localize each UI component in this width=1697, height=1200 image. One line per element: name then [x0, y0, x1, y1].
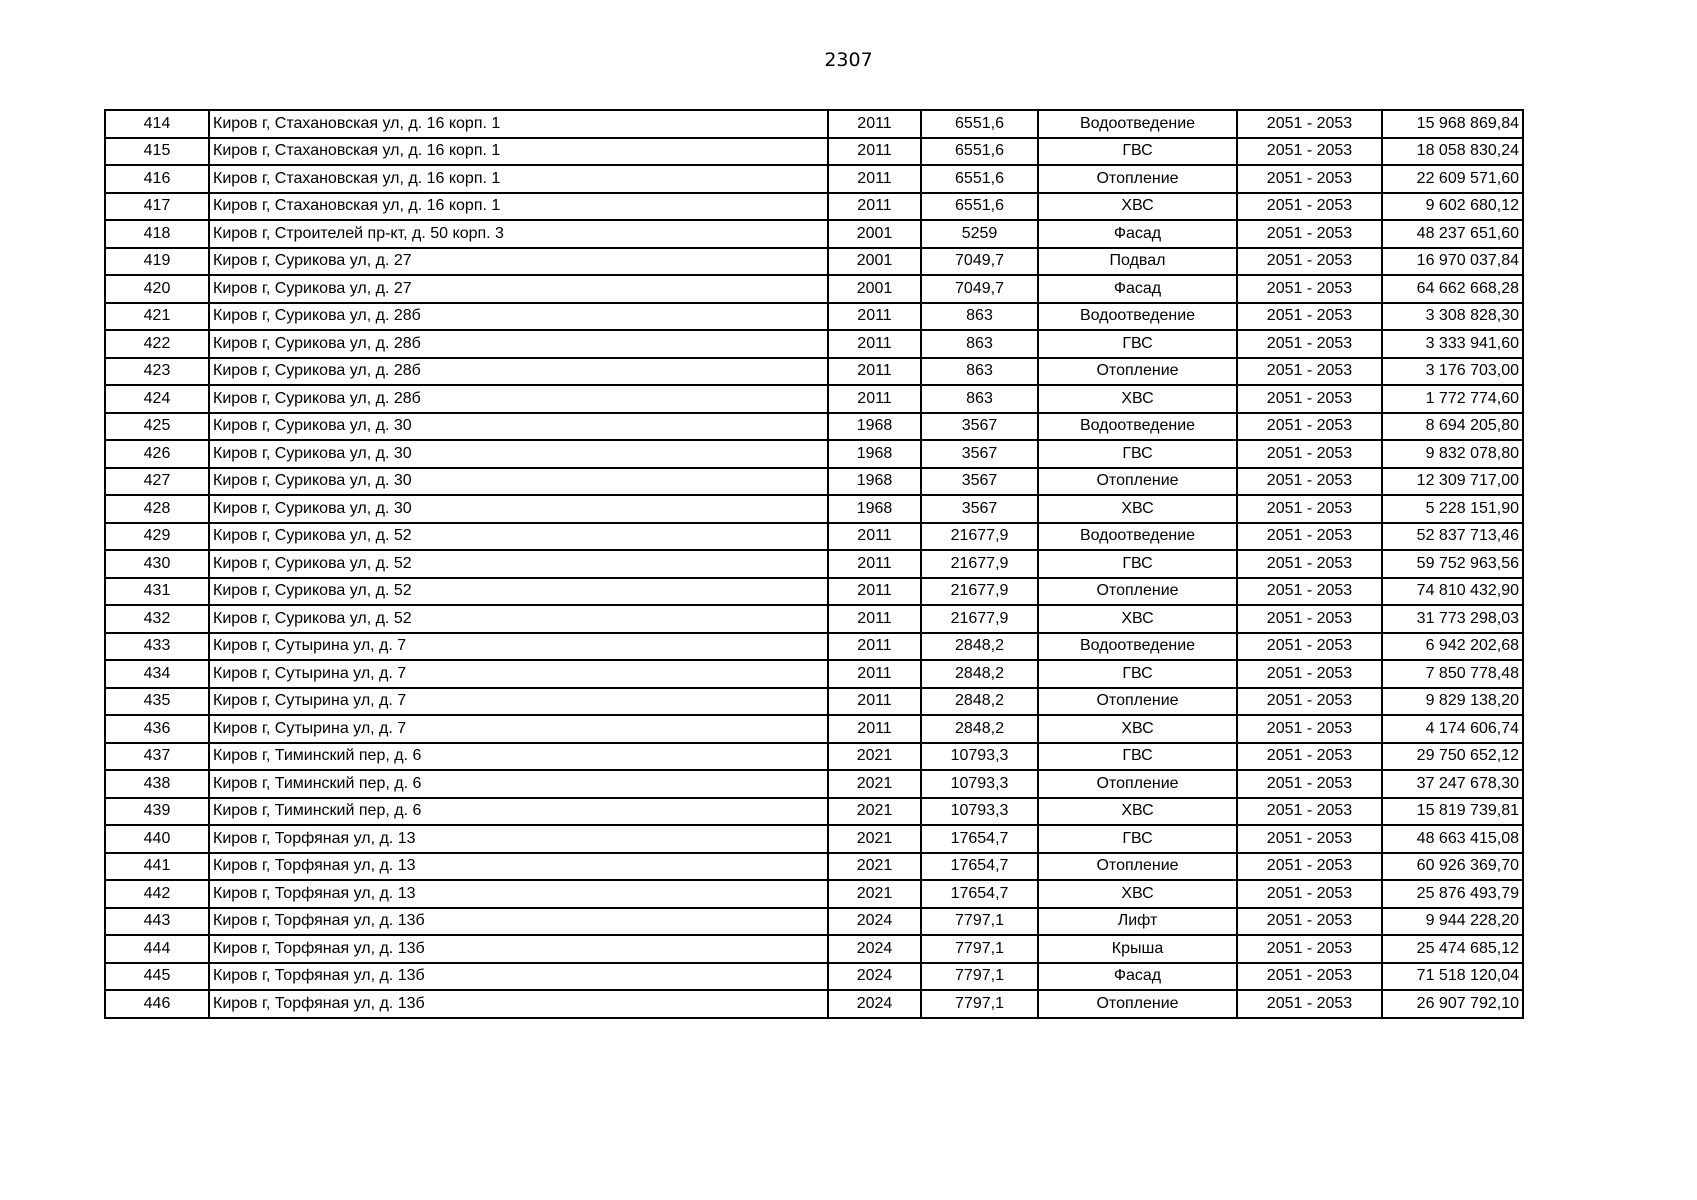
- table-row: [105, 413, 1523, 441]
- work-type-cell: Отопление: [1038, 853, 1237, 881]
- year-cell: 2024: [828, 935, 921, 963]
- table-row: [105, 633, 1523, 661]
- year-cell: 2011: [828, 633, 921, 661]
- cost-cell: 59 752 963,56: [1382, 550, 1523, 578]
- row-number-cell: 445: [105, 963, 209, 991]
- cost-cell: 12 309 717,00: [1382, 468, 1523, 496]
- period-cell: 2051 - 2053: [1237, 908, 1382, 936]
- year-cell: 2011: [828, 303, 921, 331]
- row-number-cell: 426: [105, 440, 209, 468]
- area-cell: 6551,6: [921, 138, 1038, 166]
- area-cell: 17654,7: [921, 825, 1038, 853]
- area-cell: 3567: [921, 413, 1038, 441]
- address-cell: Киров г, Сурикова ул, д. 27: [209, 275, 828, 303]
- area-cell: 7049,7: [921, 275, 1038, 303]
- area-cell: 2848,2: [921, 633, 1038, 661]
- work-type-cell: ХВС: [1038, 385, 1237, 413]
- row-number-cell: 438: [105, 770, 209, 798]
- year-cell: 2024: [828, 990, 921, 1018]
- period-cell: 2051 - 2053: [1237, 165, 1382, 193]
- row-number-cell: 430: [105, 550, 209, 578]
- work-type-cell: Отопление: [1038, 165, 1237, 193]
- row-number-cell: 428: [105, 495, 209, 523]
- work-type-cell: ГВС: [1038, 550, 1237, 578]
- work-type-cell: ГВС: [1038, 138, 1237, 166]
- year-cell: 2011: [828, 110, 921, 138]
- area-cell: 863: [921, 358, 1038, 386]
- work-type-cell: Отопление: [1038, 358, 1237, 386]
- row-number-cell: 425: [105, 413, 209, 441]
- row-number-cell: 433: [105, 633, 209, 661]
- cost-cell: 3 333 941,60: [1382, 330, 1523, 358]
- address-cell: Киров г, Торфяная ул, д. 13: [209, 880, 828, 908]
- address-cell: Киров г, Сурикова ул, д. 52: [209, 523, 828, 551]
- work-type-cell: ГВС: [1038, 743, 1237, 771]
- address-cell: Киров г, Сутырина ул, д. 7: [209, 633, 828, 661]
- table-row: [105, 248, 1523, 276]
- area-cell: 6551,6: [921, 110, 1038, 138]
- registry-table-body: [105, 110, 1523, 1018]
- year-cell: 2011: [828, 385, 921, 413]
- table-row: [105, 523, 1523, 551]
- address-cell: Киров г, Сурикова ул, д. 30: [209, 440, 828, 468]
- row-number-cell: 434: [105, 660, 209, 688]
- row-number-cell: 414: [105, 110, 209, 138]
- table-row: [105, 963, 1523, 991]
- cost-cell: 9 829 138,20: [1382, 688, 1523, 716]
- period-cell: 2051 - 2053: [1237, 495, 1382, 523]
- work-type-cell: Водоотведение: [1038, 523, 1237, 551]
- table-row: [105, 275, 1523, 303]
- year-cell: 2011: [828, 605, 921, 633]
- row-number-cell: 422: [105, 330, 209, 358]
- table-row: [105, 880, 1523, 908]
- table-row: [105, 605, 1523, 633]
- row-number-cell: 427: [105, 468, 209, 496]
- address-cell: Киров г, Стахановская ул, д. 16 корп. 1: [209, 110, 828, 138]
- period-cell: 2051 - 2053: [1237, 853, 1382, 881]
- period-cell: 2051 - 2053: [1237, 303, 1382, 331]
- year-cell: 2001: [828, 275, 921, 303]
- address-cell: Киров г, Стахановская ул, д. 16 корп. 1: [209, 165, 828, 193]
- period-cell: 2051 - 2053: [1237, 880, 1382, 908]
- area-cell: 7797,1: [921, 990, 1038, 1018]
- cost-cell: 4 174 606,74: [1382, 715, 1523, 743]
- table-row: [105, 853, 1523, 881]
- table-row: [105, 165, 1523, 193]
- row-number-cell: 417: [105, 193, 209, 221]
- address-cell: Киров г, Торфяная ул, д. 13б: [209, 935, 828, 963]
- year-cell: 1968: [828, 440, 921, 468]
- row-number-cell: 419: [105, 248, 209, 276]
- cost-cell: 9 944 228,20: [1382, 908, 1523, 936]
- address-cell: Киров г, Сутырина ул, д. 7: [209, 660, 828, 688]
- work-type-cell: Отопление: [1038, 770, 1237, 798]
- year-cell: 2021: [828, 798, 921, 826]
- area-cell: 7797,1: [921, 935, 1038, 963]
- area-cell: 7797,1: [921, 908, 1038, 936]
- year-cell: 2011: [828, 550, 921, 578]
- year-cell: 1968: [828, 413, 921, 441]
- area-cell: 10793,3: [921, 743, 1038, 771]
- period-cell: 2051 - 2053: [1237, 248, 1382, 276]
- year-cell: 2021: [828, 825, 921, 853]
- work-type-cell: ГВС: [1038, 330, 1237, 358]
- table-row: [105, 303, 1523, 331]
- work-type-cell: ГВС: [1038, 825, 1237, 853]
- period-cell: 2051 - 2053: [1237, 660, 1382, 688]
- year-cell: 2001: [828, 220, 921, 248]
- cost-cell: 25 876 493,79: [1382, 880, 1523, 908]
- period-cell: 2051 - 2053: [1237, 523, 1382, 551]
- area-cell: 863: [921, 385, 1038, 413]
- table-row: [105, 798, 1523, 826]
- period-cell: 2051 - 2053: [1237, 358, 1382, 386]
- year-cell: 2011: [828, 165, 921, 193]
- cost-cell: 31 773 298,03: [1382, 605, 1523, 633]
- work-type-cell: Лифт: [1038, 908, 1237, 936]
- address-cell: Киров г, Сутырина ул, д. 7: [209, 715, 828, 743]
- period-cell: 2051 - 2053: [1237, 963, 1382, 991]
- address-cell: Киров г, Сурикова ул, д. 52: [209, 578, 828, 606]
- table-row: [105, 110, 1523, 138]
- cost-cell: 1 772 774,60: [1382, 385, 1523, 413]
- period-cell: 2051 - 2053: [1237, 468, 1382, 496]
- address-cell: Киров г, Торфяная ул, д. 13: [209, 825, 828, 853]
- work-type-cell: Крыша: [1038, 935, 1237, 963]
- year-cell: 1968: [828, 495, 921, 523]
- cost-cell: 29 750 652,12: [1382, 743, 1523, 771]
- period-cell: 2051 - 2053: [1237, 110, 1382, 138]
- area-cell: 10793,3: [921, 770, 1038, 798]
- cost-cell: 7 850 778,48: [1382, 660, 1523, 688]
- table-row: [105, 908, 1523, 936]
- area-cell: 17654,7: [921, 880, 1038, 908]
- cost-cell: 74 810 432,90: [1382, 578, 1523, 606]
- work-type-cell: ХВС: [1038, 605, 1237, 633]
- work-type-cell: Отопление: [1038, 688, 1237, 716]
- row-number-cell: 443: [105, 908, 209, 936]
- period-cell: 2051 - 2053: [1237, 990, 1382, 1018]
- cost-cell: 5 228 151,90: [1382, 495, 1523, 523]
- work-type-cell: Фасад: [1038, 963, 1237, 991]
- address-cell: Киров г, Стахановская ул, д. 16 корп. 1: [209, 193, 828, 221]
- work-type-cell: ХВС: [1038, 715, 1237, 743]
- row-number-cell: 423: [105, 358, 209, 386]
- work-type-cell: Водоотведение: [1038, 110, 1237, 138]
- cost-cell: 9 602 680,12: [1382, 193, 1523, 221]
- area-cell: 5259: [921, 220, 1038, 248]
- table-row: [105, 550, 1523, 578]
- area-cell: 2848,2: [921, 715, 1038, 743]
- table-row: [105, 578, 1523, 606]
- table-row: [105, 220, 1523, 248]
- table-row: [105, 770, 1523, 798]
- period-cell: 2051 - 2053: [1237, 825, 1382, 853]
- row-number-cell: 435: [105, 688, 209, 716]
- area-cell: 7049,7: [921, 248, 1038, 276]
- row-number-cell: 415: [105, 138, 209, 166]
- period-cell: 2051 - 2053: [1237, 770, 1382, 798]
- cost-cell: 15 819 739,81: [1382, 798, 1523, 826]
- area-cell: 3567: [921, 495, 1038, 523]
- row-number-cell: 436: [105, 715, 209, 743]
- row-number-cell: 416: [105, 165, 209, 193]
- area-cell: 863: [921, 303, 1038, 331]
- year-cell: 2011: [828, 578, 921, 606]
- work-type-cell: Отопление: [1038, 990, 1237, 1018]
- area-cell: 21677,9: [921, 550, 1038, 578]
- year-cell: 2011: [828, 358, 921, 386]
- work-type-cell: Водоотведение: [1038, 303, 1237, 331]
- cost-cell: 22 609 571,60: [1382, 165, 1523, 193]
- period-cell: 2051 - 2053: [1237, 330, 1382, 358]
- address-cell: Киров г, Сурикова ул, д. 28б: [209, 330, 828, 358]
- cost-cell: 15 968 869,84: [1382, 110, 1523, 138]
- period-cell: 2051 - 2053: [1237, 550, 1382, 578]
- table-row: [105, 743, 1523, 771]
- area-cell: 2848,2: [921, 688, 1038, 716]
- table-row: [105, 825, 1523, 853]
- area-cell: 2848,2: [921, 660, 1038, 688]
- table-row: [105, 330, 1523, 358]
- cost-cell: 16 970 037,84: [1382, 248, 1523, 276]
- area-cell: 3567: [921, 468, 1038, 496]
- row-number-cell: 429: [105, 523, 209, 551]
- period-cell: 2051 - 2053: [1237, 413, 1382, 441]
- row-number-cell: 431: [105, 578, 209, 606]
- work-type-cell: ХВС: [1038, 495, 1237, 523]
- address-cell: Киров г, Торфяная ул, д. 13б: [209, 908, 828, 936]
- cost-cell: 71 518 120,04: [1382, 963, 1523, 991]
- table-row: [105, 138, 1523, 166]
- work-type-cell: Подвал: [1038, 248, 1237, 276]
- address-cell: Киров г, Сурикова ул, д. 28б: [209, 358, 828, 386]
- cost-cell: 3 308 828,30: [1382, 303, 1523, 331]
- cost-cell: 64 662 668,28: [1382, 275, 1523, 303]
- year-cell: 2024: [828, 908, 921, 936]
- address-cell: Киров г, Стахановская ул, д. 16 корп. 1: [209, 138, 828, 166]
- work-type-cell: ХВС: [1038, 798, 1237, 826]
- row-number-cell: 440: [105, 825, 209, 853]
- table-row: [105, 385, 1523, 413]
- year-cell: 2011: [828, 330, 921, 358]
- period-cell: 2051 - 2053: [1237, 743, 1382, 771]
- period-cell: 2051 - 2053: [1237, 193, 1382, 221]
- year-cell: 2021: [828, 770, 921, 798]
- table-row: [105, 358, 1523, 386]
- year-cell: 1968: [828, 468, 921, 496]
- period-cell: 2051 - 2053: [1237, 935, 1382, 963]
- table-row: [105, 660, 1523, 688]
- period-cell: 2051 - 2053: [1237, 688, 1382, 716]
- period-cell: 2051 - 2053: [1237, 138, 1382, 166]
- cost-cell: 52 837 713,46: [1382, 523, 1523, 551]
- cost-cell: 48 237 651,60: [1382, 220, 1523, 248]
- year-cell: 2011: [828, 660, 921, 688]
- row-number-cell: 437: [105, 743, 209, 771]
- table-row: [105, 468, 1523, 496]
- row-number-cell: 444: [105, 935, 209, 963]
- address-cell: Киров г, Тиминский пер, д. 6: [209, 743, 828, 771]
- work-type-cell: Фасад: [1038, 220, 1237, 248]
- area-cell: 3567: [921, 440, 1038, 468]
- address-cell: Киров г, Сурикова ул, д. 27: [209, 248, 828, 276]
- cost-cell: 9 832 078,80: [1382, 440, 1523, 468]
- work-type-cell: Отопление: [1038, 468, 1237, 496]
- row-number-cell: 418: [105, 220, 209, 248]
- year-cell: 2011: [828, 523, 921, 551]
- cost-cell: 37 247 678,30: [1382, 770, 1523, 798]
- address-cell: Киров г, Сурикова ул, д. 30: [209, 413, 828, 441]
- work-type-cell: Водоотведение: [1038, 413, 1237, 441]
- area-cell: 21677,9: [921, 578, 1038, 606]
- year-cell: 2001: [828, 248, 921, 276]
- table-row: [105, 495, 1523, 523]
- year-cell: 2021: [828, 880, 921, 908]
- year-cell: 2011: [828, 193, 921, 221]
- row-number-cell: 424: [105, 385, 209, 413]
- row-number-cell: 439: [105, 798, 209, 826]
- cost-cell: 48 663 415,08: [1382, 825, 1523, 853]
- work-type-cell: ХВС: [1038, 193, 1237, 221]
- cost-cell: 8 694 205,80: [1382, 413, 1523, 441]
- area-cell: 10793,3: [921, 798, 1038, 826]
- address-cell: Киров г, Сурикова ул, д. 30: [209, 468, 828, 496]
- cost-cell: 3 176 703,00: [1382, 358, 1523, 386]
- table-row: [105, 440, 1523, 468]
- work-type-cell: ГВС: [1038, 660, 1237, 688]
- address-cell: Киров г, Сурикова ул, д. 28б: [209, 385, 828, 413]
- cost-cell: 18 058 830,24: [1382, 138, 1523, 166]
- work-type-cell: Водоотведение: [1038, 633, 1237, 661]
- area-cell: 6551,6: [921, 193, 1038, 221]
- address-cell: Киров г, Сутырина ул, д. 7: [209, 688, 828, 716]
- address-cell: Киров г, Сурикова ул, д. 52: [209, 550, 828, 578]
- address-cell: Киров г, Тиминский пер, д. 6: [209, 798, 828, 826]
- address-cell: Киров г, Торфяная ул, д. 13б: [209, 990, 828, 1018]
- area-cell: 21677,9: [921, 605, 1038, 633]
- table-row: [105, 990, 1523, 1018]
- year-cell: 2011: [828, 688, 921, 716]
- row-number-cell: 421: [105, 303, 209, 331]
- year-cell: 2011: [828, 138, 921, 166]
- year-cell: 2021: [828, 853, 921, 881]
- work-type-cell: Фасад: [1038, 275, 1237, 303]
- period-cell: 2051 - 2053: [1237, 275, 1382, 303]
- table-row: [105, 715, 1523, 743]
- row-number-cell: 420: [105, 275, 209, 303]
- area-cell: 7797,1: [921, 963, 1038, 991]
- year-cell: 2021: [828, 743, 921, 771]
- period-cell: 2051 - 2053: [1237, 633, 1382, 661]
- address-cell: Киров г, Сурикова ул, д. 52: [209, 605, 828, 633]
- page-number: 2307: [824, 49, 873, 71]
- row-number-cell: 446: [105, 990, 209, 1018]
- year-cell: 2011: [828, 715, 921, 743]
- work-type-cell: ХВС: [1038, 880, 1237, 908]
- address-cell: Киров г, Сурикова ул, д. 30: [209, 495, 828, 523]
- address-cell: Киров г, Сурикова ул, д. 28б: [209, 303, 828, 331]
- table-row: [105, 193, 1523, 221]
- period-cell: 2051 - 2053: [1237, 715, 1382, 743]
- period-cell: 2051 - 2053: [1237, 578, 1382, 606]
- area-cell: 863: [921, 330, 1038, 358]
- period-cell: 2051 - 2053: [1237, 605, 1382, 633]
- period-cell: 2051 - 2053: [1237, 440, 1382, 468]
- row-number-cell: 432: [105, 605, 209, 633]
- address-cell: Киров г, Торфяная ул, д. 13: [209, 853, 828, 881]
- period-cell: 2051 - 2053: [1237, 798, 1382, 826]
- cost-cell: 6 942 202,68: [1382, 633, 1523, 661]
- area-cell: 6551,6: [921, 165, 1038, 193]
- period-cell: 2051 - 2053: [1237, 220, 1382, 248]
- area-cell: 17654,7: [921, 853, 1038, 881]
- row-number-cell: 442: [105, 880, 209, 908]
- address-cell: Киров г, Тиминский пер, д. 6: [209, 770, 828, 798]
- table-row: [105, 688, 1523, 716]
- registry-table: [104, 109, 1524, 1019]
- table-row: [105, 935, 1523, 963]
- row-number-cell: 441: [105, 853, 209, 881]
- address-cell: Киров г, Торфяная ул, д. 13б: [209, 963, 828, 991]
- address-cell: Киров г, Строителей пр-кт, д. 50 корп. 3: [209, 220, 828, 248]
- period-cell: 2051 - 2053: [1237, 385, 1382, 413]
- work-type-cell: ГВС: [1038, 440, 1237, 468]
- area-cell: 21677,9: [921, 523, 1038, 551]
- cost-cell: 26 907 792,10: [1382, 990, 1523, 1018]
- cost-cell: 60 926 369,70: [1382, 853, 1523, 881]
- work-type-cell: Отопление: [1038, 578, 1237, 606]
- cost-cell: 25 474 685,12: [1382, 935, 1523, 963]
- year-cell: 2024: [828, 963, 921, 991]
